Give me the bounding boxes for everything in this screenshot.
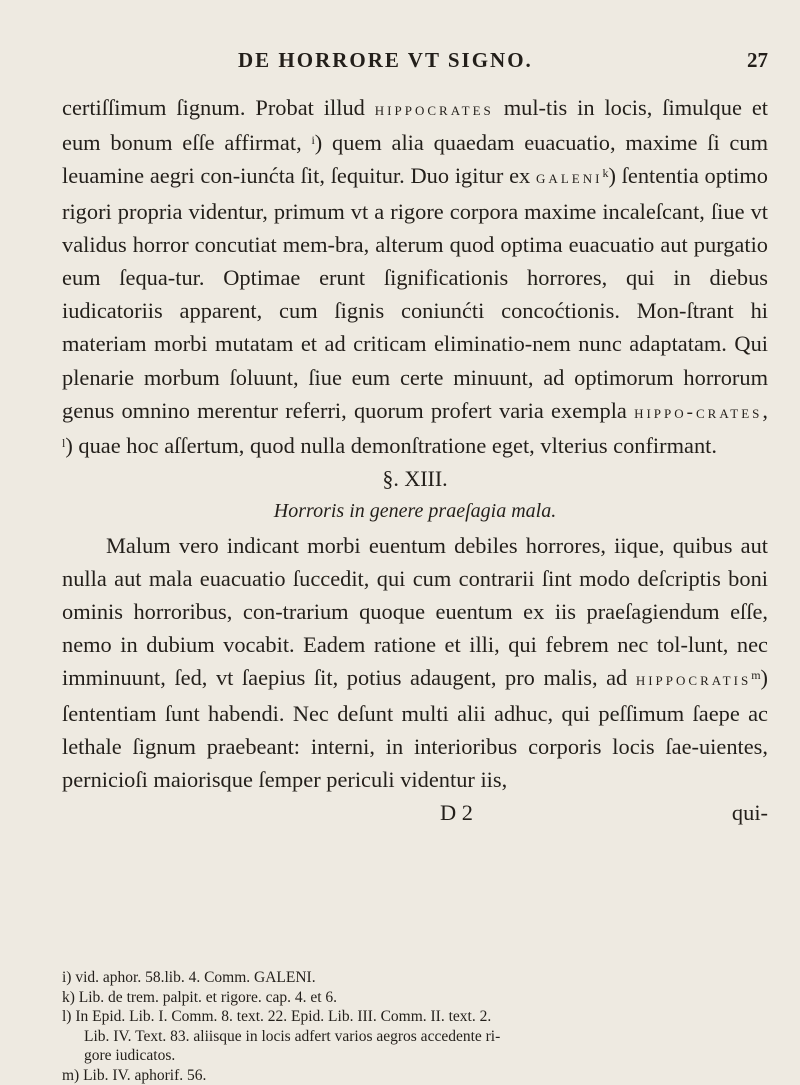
footnotes [62, 968, 768, 1085]
section-heading: Horroris in genere praeſagia mala. [62, 495, 768, 528]
footnote-ref: i [311, 133, 314, 147]
catchword: qui- [732, 796, 768, 829]
text-run: ) ſententia optimo rigori propria videntur, primum vt a rigore corpora maxime incaleſcant, ſiue vt validus horror concutiat mem-bra, alterum quod optima euacuatio aut purgatio eum ſequa-tur. Optimae erunt ſignificationis horrores, qui in diebus iudicatoriis apparent, cum ſignis coniunćti concoćtionis. Mon-ſtrant hi materiam morbi mutatam et ad criticam eliminatio-nem nunc adaptatam. Qui plenarie morbum ſoluunt, ſiue eum certe minuunt, ad optimorum horrorum genus omnino merentur referri, quorum profert varia exempla [62, 163, 768, 422]
footnote-ref: l [62, 436, 65, 450]
footnote-ref: m [751, 668, 760, 682]
footnote: l) In Epid. Lib. I. Comm. 8. text. 22. Epid. Lib. III. Comm. II. text. 2. [62, 1007, 768, 1027]
text-run: Malum vero indicant morbi euentum debiles horrores, iique, quibus aut nulla aut mala euacuatio ſuccedit, qui cum contrarii ſint modo deſcriptis boni ominis horroribus, con-trarium quoque euentum ex iis praeſagiendum eſſe, nemo in dubium vocabit. Eadem ratione et illi, qui febrem nec tol-lunt, nec imminuunt, ſed, vt ſaepius ſit, potius adaugent, pro malis, ad [62, 533, 768, 691]
text-run: ) quae hoc aſſertum, quod nulla demonſtratione eget, vlterius confirmant. [65, 433, 717, 458]
author-name: hippocratis [636, 669, 751, 690]
section-number: §. XIII. [62, 462, 768, 495]
footnote: i) vid. aphor. 58.lib. 4. Comm. GALENI. [62, 968, 768, 988]
page-number: 27 [747, 48, 768, 73]
page-foot-line [62, 796, 768, 829]
text-run: mul-tis in locis, ſimulque et eum bonum eſſe affirmat, [62, 95, 768, 155]
text-run: ) ſententiam ſunt habendi. Nec deſunt multi alii adhuc, qui peſſimum ſaepe ac lethale ſignum praebeant: interni, in interioribus corporis locis ſae-uientes, pernicioſi maiorisque ſemper periculi videntur iis, [62, 665, 768, 792]
text-run: certiſſimum ſignum. Probat illud [62, 95, 375, 120]
main-text [62, 91, 768, 829]
footnote-continuation: gore iudicatos. [62, 1046, 768, 1066]
paragraph-2 [62, 529, 768, 797]
footnote: k) Lib. de trem. palpit. et rigore. cap. 4. et 6. [62, 988, 768, 1008]
author-name: hippo-crates [634, 402, 762, 423]
author-name: hippocrates [375, 99, 494, 120]
paragraph-1 [62, 91, 768, 462]
author-name: galeni [536, 167, 602, 188]
text-run: ) quem alia quaedam euacuatio, maxime ſi cum leuamine aegri con-iunćta ſit, ſequitur. Duo igitur ex [62, 130, 768, 188]
footnote-continuation: Lib. IV. Text. 83. aliisque in locis adfert varios aegros accedente ri- [62, 1027, 768, 1047]
footnote-ref: k [602, 166, 608, 180]
signature-mark: D 2 [440, 796, 473, 829]
text-run: , [762, 398, 768, 423]
running-title: DE HORRORE VT SIGNO. [238, 48, 533, 73]
footnote: m) Lib. IV. aphorif. 56. [62, 1066, 768, 1085]
